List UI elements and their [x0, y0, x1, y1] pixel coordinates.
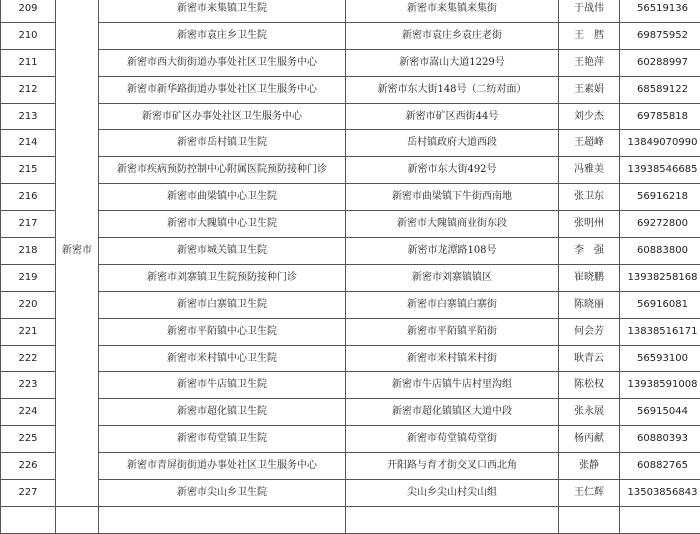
contact-phone: 68589122 — [620, 76, 700, 103]
contact-person: 王超峰 — [559, 130, 620, 157]
site-address: 新密市超化镇镇区大道中段 — [346, 399, 559, 426]
contact-person: 王仁辉 — [559, 480, 620, 507]
contact-person: 王艳萍 — [559, 49, 620, 76]
contact-person: 李 强 — [559, 238, 620, 265]
site-name: 新密市来集镇卫生院 — [99, 0, 346, 22]
contact-person: 于战伟 — [559, 0, 620, 22]
contact-person: 王素娟 — [559, 76, 620, 103]
table-row — [1, 291, 700, 318]
contact-person: 张静 — [559, 453, 620, 480]
row-number: 212 — [1, 76, 56, 103]
row-number: 219 — [1, 264, 56, 291]
site-name: 新密市苟堂镇卫生院 — [99, 426, 346, 453]
contact-phone: 13938546685 — [620, 157, 700, 184]
contact-person: 冯雅美 — [559, 157, 620, 184]
contact-phone: 56915044 — [620, 399, 700, 426]
city-cell: 新密市 — [56, 0, 99, 506]
contact-person: 何会芳 — [559, 318, 620, 345]
contact-person: 刘少杰 — [559, 103, 620, 130]
contact-person: 张卫东 — [559, 184, 620, 211]
site-name: 新密市牛店镇卫生院 — [99, 372, 346, 399]
table-cell — [56, 506, 99, 533]
row-number: 221 — [1, 318, 56, 345]
row-number: 209 — [1, 0, 56, 22]
table-row — [1, 399, 700, 426]
table-row — [1, 318, 700, 345]
site-name: 新密市平陌镇中心卫生院 — [99, 318, 346, 345]
row-number: 224 — [1, 399, 56, 426]
table-row — [1, 238, 700, 265]
contact-phone: 69875952 — [620, 22, 700, 49]
table-row — [1, 103, 700, 130]
table-row — [1, 453, 700, 480]
contact-phone: 13503856843 — [620, 480, 700, 507]
table-row — [1, 49, 700, 76]
site-name: 新密市米村镇中心卫生院 — [99, 345, 346, 372]
row-number: 218 — [1, 238, 56, 265]
contact-phone: 13838516171 — [620, 318, 700, 345]
table-cell — [1, 506, 56, 533]
row-number: 220 — [1, 291, 56, 318]
site-address: 新密市东大街492号 — [346, 157, 559, 184]
contact-person: 张永展 — [559, 399, 620, 426]
contact-phone: 69272800 — [620, 211, 700, 238]
site-name: 新密市西大街街道办事处社区卫生服务中心 — [99, 49, 346, 76]
row-number: 217 — [1, 211, 56, 238]
row-number: 215 — [1, 157, 56, 184]
contact-phone: 56593100 — [620, 345, 700, 372]
table-row — [1, 426, 700, 453]
site-address: 新密市袁庄乡袁庄老街 — [346, 22, 559, 49]
site-address: 新密市大隗镇商业街东段 — [346, 211, 559, 238]
site-name: 新密市尖山乡卫生院 — [99, 480, 346, 507]
table-row — [1, 130, 700, 157]
table-cell — [346, 506, 559, 533]
site-address: 新密市嵩山大道1229号 — [346, 49, 559, 76]
site-address: 新密市东大街148号（二纺对面） — [346, 76, 559, 103]
table-row — [1, 480, 700, 507]
row-number: 216 — [1, 184, 56, 211]
contact-phone: 60882765 — [620, 453, 700, 480]
row-number: 227 — [1, 480, 56, 507]
row-number: 225 — [1, 426, 56, 453]
site-address: 尖山乡尖山村尖山组 — [346, 480, 559, 507]
site-address: 新密市牛店镇牛店村里沟组 — [346, 372, 559, 399]
site-address: 新密市平陌镇平陌街 — [346, 318, 559, 345]
site-address: 新密市白寨镇白寨街 — [346, 291, 559, 318]
site-name: 新密市新华路街道办事处社区卫生服务中心 — [99, 76, 346, 103]
table-row — [1, 0, 700, 22]
table-row — [1, 264, 700, 291]
table-row — [1, 345, 700, 372]
site-name: 新密市疾病预防控制中心附属医院预防接种门诊 — [99, 157, 346, 184]
row-number: 214 — [1, 130, 56, 157]
table-body — [1, 0, 700, 533]
table-row — [1, 184, 700, 211]
contact-phone: 13938591008 — [620, 372, 700, 399]
site-address: 岳村镇政府大道西段 — [346, 130, 559, 157]
table-row — [1, 157, 700, 184]
contact-person: 陈松权 — [559, 372, 620, 399]
site-address: 新密市龙潭路108号 — [346, 238, 559, 265]
site-address: 开阳路与育才街交叉口西北角 — [346, 453, 559, 480]
contact-phone: 56916081 — [620, 291, 700, 318]
site-address: 新密市米村镇米村街 — [346, 345, 559, 372]
contact-phone: 60883800 — [620, 238, 700, 265]
row-number: 226 — [1, 453, 56, 480]
site-name: 新密市城关镇卫生院 — [99, 238, 346, 265]
contact-phone: 56519136 — [620, 0, 700, 22]
row-number: 213 — [1, 103, 56, 130]
contact-person: 耿青云 — [559, 345, 620, 372]
table-row — [1, 22, 700, 49]
site-name: 新密市大隗镇中心卫生院 — [99, 211, 346, 238]
contact-person: 王 膤 — [559, 22, 620, 49]
contact-phone: 60880393 — [620, 426, 700, 453]
site-address: 新密市苟堂镇苟堂街 — [346, 426, 559, 453]
table-row — [1, 506, 700, 533]
contact-phone: 13849070990 — [620, 130, 700, 157]
site-name: 新密市矿区办事处社区卫生服务中心 — [99, 103, 346, 130]
contact-phone: 60288997 — [620, 49, 700, 76]
site-address: 新密市矿区西街44号 — [346, 103, 559, 130]
site-name: 新密市岳村镇卫生院 — [99, 130, 346, 157]
contact-person: 张明州 — [559, 211, 620, 238]
table-cell — [99, 506, 346, 533]
row-number: 223 — [1, 372, 56, 399]
site-name: 新密市青屏街街道办事处社区卫生服务中心 — [99, 453, 346, 480]
row-number: 210 — [1, 22, 56, 49]
row-number: 211 — [1, 49, 56, 76]
contact-person: 陈晓丽 — [559, 291, 620, 318]
contact-phone: 69785818 — [620, 103, 700, 130]
table-row — [1, 211, 700, 238]
contact-person: 崔晓鹏 — [559, 264, 620, 291]
contact-person: 杨丙献 — [559, 426, 620, 453]
site-address: 新密市来集镇来集街 — [346, 0, 559, 22]
site-name: 新密市白寨镇卫生院 — [99, 291, 346, 318]
site-address: 新密市刘寨镇镇区 — [346, 264, 559, 291]
site-name: 新密市曲梁镇中心卫生院 — [99, 184, 346, 211]
site-name: 新密市刘寨镇卫生院预防接种门诊 — [99, 264, 346, 291]
site-name: 新密市超化镇卫生院 — [99, 399, 346, 426]
row-number: 222 — [1, 345, 56, 372]
table-row — [1, 76, 700, 103]
site-name: 新密市袁庄乡卫生院 — [99, 22, 346, 49]
table-cell — [620, 506, 700, 533]
table-row — [1, 372, 700, 399]
table-cell — [559, 506, 620, 533]
contact-phone: 13938258168 — [620, 264, 700, 291]
site-address: 新密市曲梁镇下牛街西南地 — [346, 184, 559, 211]
contact-phone: 56916218 — [620, 184, 700, 211]
